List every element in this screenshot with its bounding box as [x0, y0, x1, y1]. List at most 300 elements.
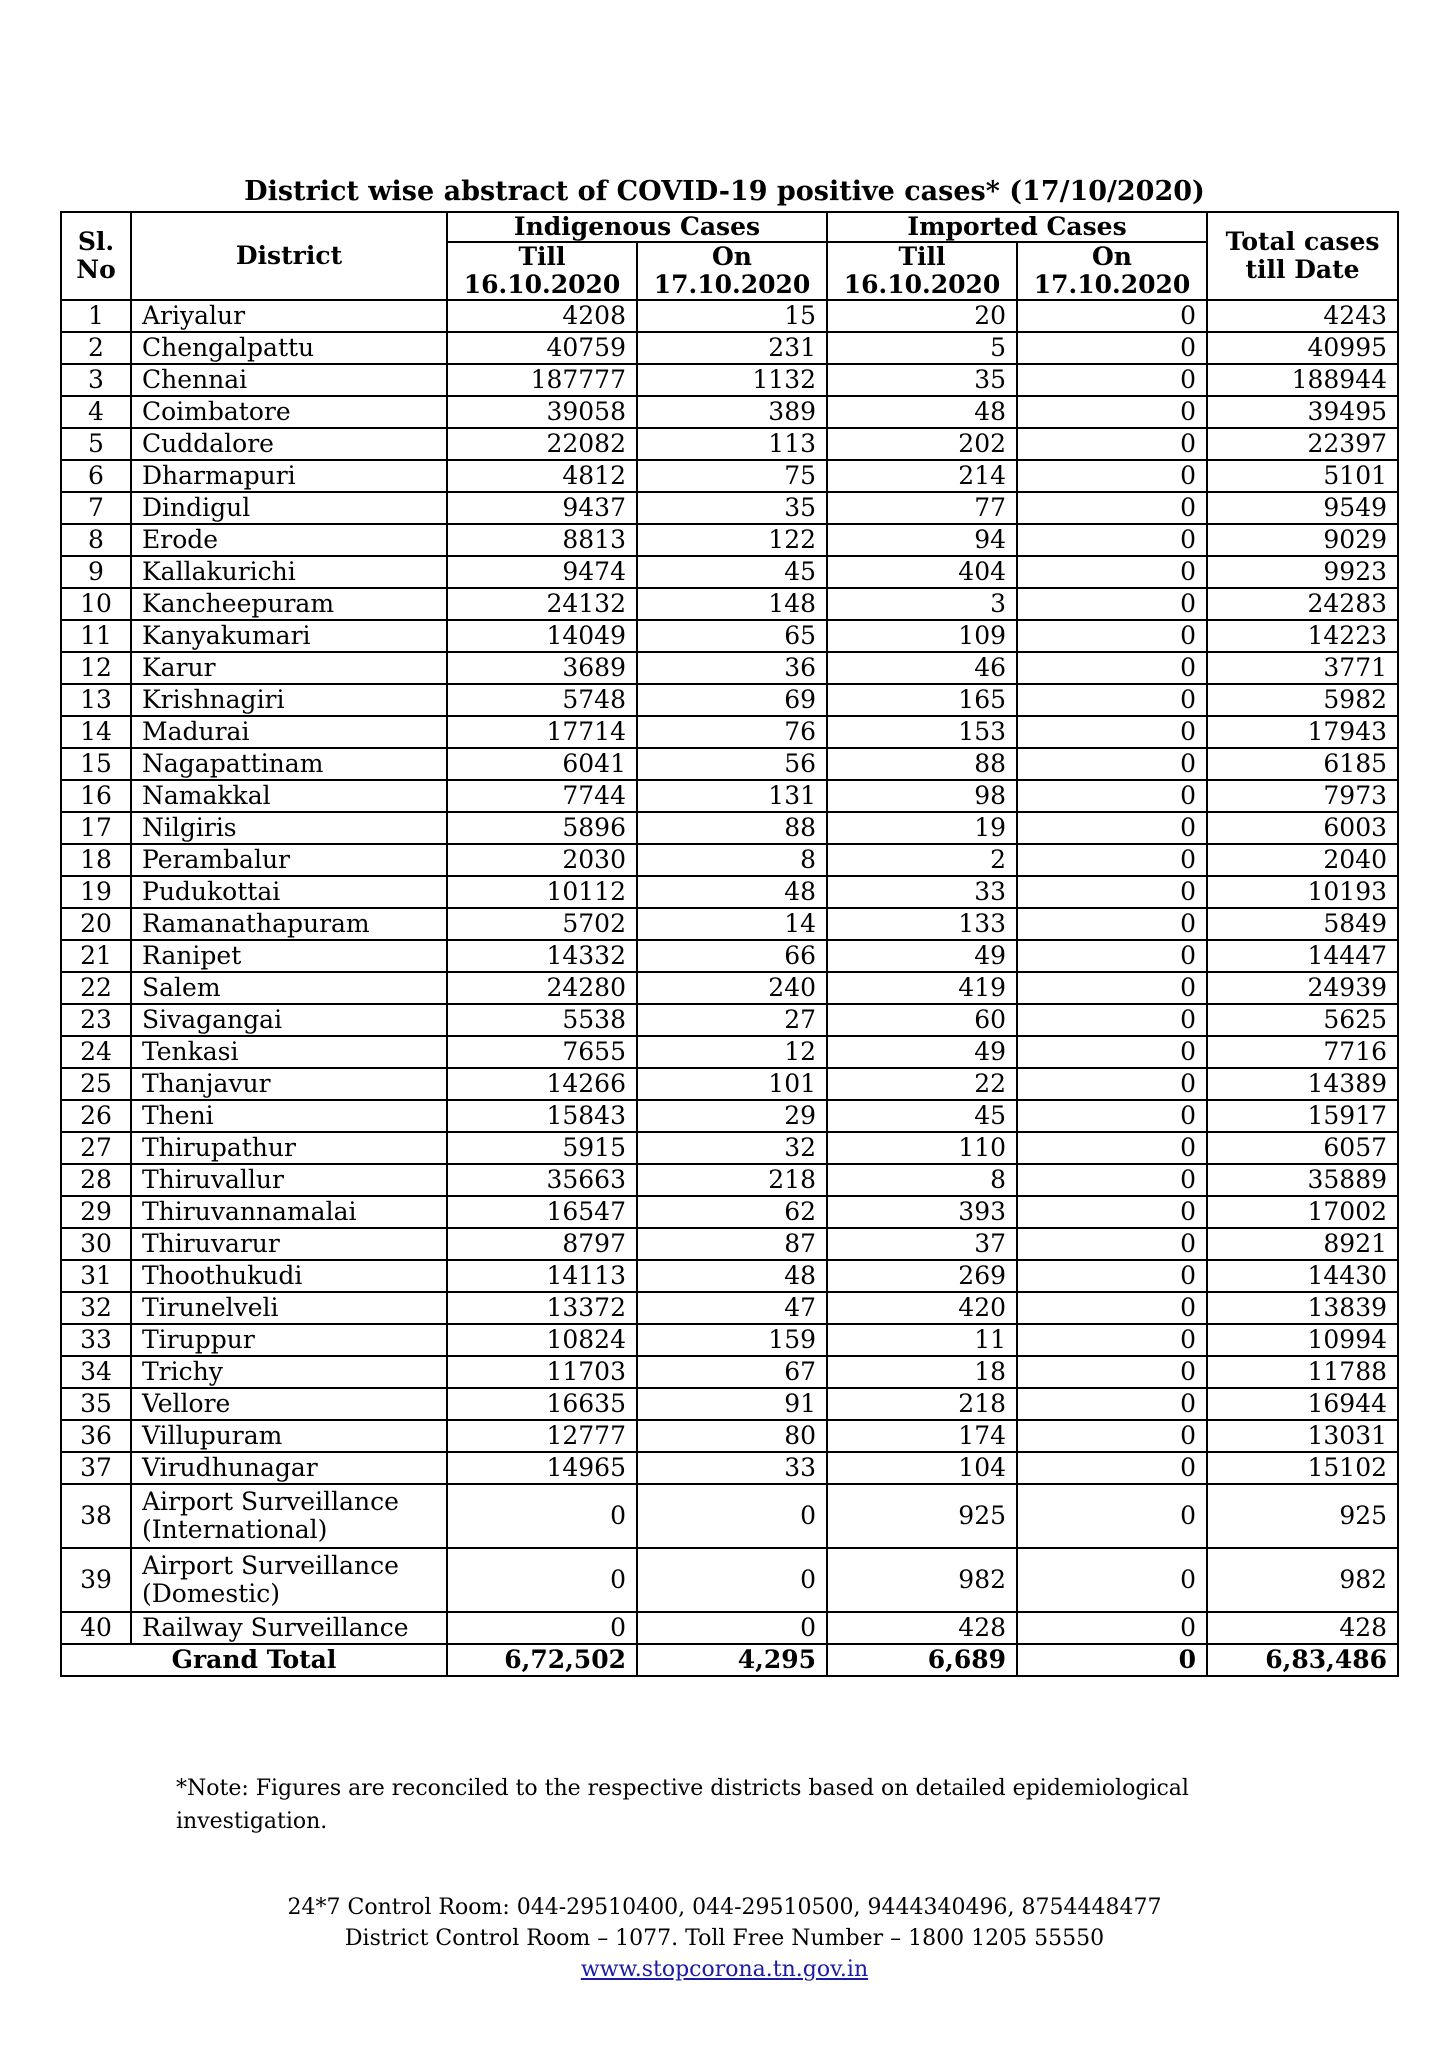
- sl-no-cell: 26: [61, 1100, 131, 1132]
- table-row: [61, 620, 1398, 652]
- sl-no-cell: 11: [61, 620, 131, 652]
- sl-no-cell: 23: [61, 1004, 131, 1036]
- sl-no-cell: 20: [61, 908, 131, 940]
- district-cell: Ariyalur: [131, 300, 447, 332]
- sl-no-cell: 38: [61, 1484, 131, 1548]
- indigenous-till-header: Till: [447, 242, 637, 271]
- total-cell: 5101: [1207, 460, 1398, 492]
- grand-total-imported-till: 6,689: [827, 1644, 1017, 1676]
- indigenous-on-cell: 159: [637, 1324, 827, 1356]
- indigenous-on-cell: 91: [637, 1388, 827, 1420]
- sl-no-cell: 24: [61, 1036, 131, 1068]
- indigenous-on-cell: 101: [637, 1068, 827, 1100]
- imported-on-cell: 0: [1017, 1036, 1207, 1068]
- indigenous-on-cell: 131: [637, 780, 827, 812]
- sl-no-cell: 4: [61, 396, 131, 428]
- sl-no-cell: 10: [61, 588, 131, 620]
- sl-no-cell: 18: [61, 844, 131, 876]
- district-cell: Theni: [131, 1100, 447, 1132]
- imported-on-cell: 0: [1017, 1164, 1207, 1196]
- indigenous-till-cell: 187777: [447, 364, 637, 396]
- indigenous-on-cell: 45: [637, 556, 827, 588]
- indigenous-on-cell: 62: [637, 1196, 827, 1228]
- indigenous-on-cell: 33: [637, 1452, 827, 1484]
- table-row: [61, 780, 1398, 812]
- district-cell: Krishnagiri: [131, 684, 447, 716]
- indigenous-on-cell: 0: [637, 1612, 827, 1644]
- imported-till-cell: 18: [827, 1356, 1017, 1388]
- indigenous-till-cell: 40759: [447, 332, 637, 364]
- table-row: [61, 1196, 1398, 1228]
- indigenous-till-cell: 3689: [447, 652, 637, 684]
- total-cell: 22397: [1207, 428, 1398, 460]
- district-cell: Coimbatore: [131, 396, 447, 428]
- grand-total-imported-on: 0: [1017, 1644, 1207, 1676]
- imported-till-cell: 109: [827, 620, 1017, 652]
- grand-total-indigenous-till: 6,72,502: [447, 1644, 637, 1676]
- indigenous-till-cell: 14965: [447, 1452, 637, 1484]
- district-cell: Trichy: [131, 1356, 447, 1388]
- indigenous-on-cell: 113: [637, 428, 827, 460]
- sl-no-cell: 31: [61, 1260, 131, 1292]
- district-cell: Dindigul: [131, 492, 447, 524]
- imported-till-cell: 77: [827, 492, 1017, 524]
- table-row: [61, 588, 1398, 620]
- table-row: [61, 300, 1398, 332]
- imported-till-cell: 88: [827, 748, 1017, 780]
- district-cell: Railway Surveillance: [131, 1612, 447, 1644]
- sl-no-cell: 32: [61, 1292, 131, 1324]
- grand-total-row: [61, 1644, 1398, 1676]
- indigenous-on-cell: 67: [637, 1356, 827, 1388]
- district-cell: Erode: [131, 524, 447, 556]
- imported-till-cell: 420: [827, 1292, 1017, 1324]
- total-cell: 7973: [1207, 780, 1398, 812]
- table-row: [61, 1356, 1398, 1388]
- imported-till-cell: 3: [827, 588, 1017, 620]
- sl-no-header: Sl. No: [61, 212, 131, 300]
- imported-on-cell: 0: [1017, 876, 1207, 908]
- indigenous-on-cell: 56: [637, 748, 827, 780]
- indigenous-till-cell: 8797: [447, 1228, 637, 1260]
- total-cell: 15917: [1207, 1100, 1398, 1132]
- district-cell: Thiruvarur: [131, 1228, 447, 1260]
- table-row: [61, 1132, 1398, 1164]
- imported-till-cell: 37: [827, 1228, 1017, 1260]
- indigenous-till-cell: 14049: [447, 620, 637, 652]
- total-cell: 10193: [1207, 876, 1398, 908]
- total-cell: 5849: [1207, 908, 1398, 940]
- indigenous-on-cell: 14: [637, 908, 827, 940]
- table-row: [61, 332, 1398, 364]
- imported-on-header: On: [1017, 242, 1207, 271]
- imported-on-cell: 0: [1017, 556, 1207, 588]
- indigenous-on-cell: 0: [637, 1548, 827, 1612]
- imported-till-cell: 165: [827, 684, 1017, 716]
- district-cell: Airport Surveillance (Domestic): [131, 1548, 447, 1612]
- imported-on-cell: 0: [1017, 1292, 1207, 1324]
- indigenous-till-cell: 0: [447, 1484, 637, 1548]
- total-cell: 9923: [1207, 556, 1398, 588]
- table-row: [61, 1164, 1398, 1196]
- imported-on-date: 17.10.2020: [1017, 271, 1207, 300]
- imported-till-cell: 98: [827, 780, 1017, 812]
- table-row: [61, 1260, 1398, 1292]
- indigenous-till-cell: 5748: [447, 684, 637, 716]
- indigenous-till-cell: 7744: [447, 780, 637, 812]
- indigenous-on-cell: 88: [637, 812, 827, 844]
- imported-till-cell: 404: [827, 556, 1017, 588]
- indigenous-till-cell: 0: [447, 1612, 637, 1644]
- sl-no-cell: 16: [61, 780, 131, 812]
- imported-till-cell: 45: [827, 1100, 1017, 1132]
- imported-on-cell: 0: [1017, 1452, 1207, 1484]
- imported-on-cell: 0: [1017, 1068, 1207, 1100]
- table-row: [61, 556, 1398, 588]
- sl-no-cell: 39: [61, 1548, 131, 1612]
- indigenous-on-cell: 122: [637, 524, 827, 556]
- imported-on-cell: 0: [1017, 716, 1207, 748]
- indigenous-on-cell: 231: [637, 332, 827, 364]
- sl-no-cell: 35: [61, 1388, 131, 1420]
- district-cell: Thiruvannamalai: [131, 1196, 447, 1228]
- sl-no-cell: 13: [61, 684, 131, 716]
- imported-till-cell: 174: [827, 1420, 1017, 1452]
- table-header: [61, 212, 1398, 300]
- district-cell: Thanjavur: [131, 1068, 447, 1100]
- indigenous-on-cell: 389: [637, 396, 827, 428]
- indigenous-on-cell: 15: [637, 300, 827, 332]
- table-row: [61, 428, 1398, 460]
- table-row: [61, 684, 1398, 716]
- sl-no-cell: 40: [61, 1612, 131, 1644]
- table-row: [61, 1612, 1398, 1644]
- table-row: [61, 652, 1398, 684]
- district-cell: Namakkal: [131, 780, 447, 812]
- total-cell: 3771: [1207, 652, 1398, 684]
- indigenous-till-cell: 7655: [447, 1036, 637, 1068]
- sl-no-cell: 1: [61, 300, 131, 332]
- imported-on-cell: 0: [1017, 748, 1207, 780]
- imported-till-cell: 419: [827, 972, 1017, 1004]
- indigenous-cases-header: Indigenous Cases: [447, 212, 827, 242]
- table-row: [61, 524, 1398, 556]
- imported-on-cell: 0: [1017, 1356, 1207, 1388]
- sl-no-cell: 17: [61, 812, 131, 844]
- indigenous-till-cell: 10824: [447, 1324, 637, 1356]
- total-cell: 8921: [1207, 1228, 1398, 1260]
- total-cell: 15102: [1207, 1452, 1398, 1484]
- district-cell: Sivagangai: [131, 1004, 447, 1036]
- imported-on-cell: 0: [1017, 1260, 1207, 1292]
- total-cell: 5982: [1207, 684, 1398, 716]
- indigenous-on-cell: 87: [637, 1228, 827, 1260]
- contact-footer: [0, 1892, 1449, 1985]
- indigenous-till-cell: 14332: [447, 940, 637, 972]
- imported-till-cell: 269: [827, 1260, 1017, 1292]
- sl-no-cell: 34: [61, 1356, 131, 1388]
- sl-no-cell: 12: [61, 652, 131, 684]
- sl-no-cell: 27: [61, 1132, 131, 1164]
- imported-till-date: 16.10.2020: [827, 271, 1017, 300]
- indigenous-till-cell: 4812: [447, 460, 637, 492]
- district-cell: Ranipet: [131, 940, 447, 972]
- indigenous-on-cell: 47: [637, 1292, 827, 1324]
- indigenous-till-cell: 12777: [447, 1420, 637, 1452]
- indigenous-till-cell: 16635: [447, 1388, 637, 1420]
- district-cell: Pudukottai: [131, 876, 447, 908]
- indigenous-till-cell: 4208: [447, 300, 637, 332]
- imported-on-cell: 0: [1017, 300, 1207, 332]
- total-cell: 14389: [1207, 1068, 1398, 1100]
- table-row: [61, 812, 1398, 844]
- indigenous-on-cell: 48: [637, 1260, 827, 1292]
- imported-on-cell: 0: [1017, 1196, 1207, 1228]
- imported-on-cell: 0: [1017, 780, 1207, 812]
- total-cell: 24283: [1207, 588, 1398, 620]
- imported-on-cell: 0: [1017, 460, 1207, 492]
- total-cell: 925: [1207, 1484, 1398, 1548]
- total-cell: 9029: [1207, 524, 1398, 556]
- district-cell: Kancheepuram: [131, 588, 447, 620]
- indigenous-on-cell: 0: [637, 1484, 827, 1548]
- indigenous-till-cell: 22082: [447, 428, 637, 460]
- indigenous-till-cell: 5915: [447, 1132, 637, 1164]
- imported-on-cell: 0: [1017, 332, 1207, 364]
- indigenous-till-cell: 6041: [447, 748, 637, 780]
- imported-till-cell: 153: [827, 716, 1017, 748]
- control-room-line: 24*7 Control Room: 044-29510400, 044-29510500, 9444340496, 8754448477: [287, 1895, 1162, 1920]
- district-cell: Tiruppur: [131, 1324, 447, 1356]
- district-cell: Madurai: [131, 716, 447, 748]
- table-row: [61, 844, 1398, 876]
- indigenous-on-cell: 29: [637, 1100, 827, 1132]
- indigenous-till-cell: 5896: [447, 812, 637, 844]
- total-cell: 982: [1207, 1548, 1398, 1612]
- imported-on-cell: 0: [1017, 364, 1207, 396]
- district-cell: Karur: [131, 652, 447, 684]
- footnote: *Note: Figures are reconciled to the respective districts based on detailed epidemiological investigation.: [176, 1776, 1189, 1834]
- total-cell: 5625: [1207, 1004, 1398, 1036]
- total-cell: 2040: [1207, 844, 1398, 876]
- indigenous-till-cell: 17714: [447, 716, 637, 748]
- imported-on-cell: 0: [1017, 908, 1207, 940]
- sl-no-cell: 36: [61, 1420, 131, 1452]
- total-cell: 14223: [1207, 620, 1398, 652]
- district-cell: Thoothukudi: [131, 1260, 447, 1292]
- district-cell: Chennai: [131, 364, 447, 396]
- sl-no-cell: 30: [61, 1228, 131, 1260]
- indigenous-on-cell: 36: [637, 652, 827, 684]
- district-cell: Thirupathur: [131, 1132, 447, 1164]
- total-cell: 188944: [1207, 364, 1398, 396]
- district-cell: Virudhunagar: [131, 1452, 447, 1484]
- indigenous-till-cell: 35663: [447, 1164, 637, 1196]
- indigenous-till-cell: 14113: [447, 1260, 637, 1292]
- sl-no-cell: 6: [61, 460, 131, 492]
- district-cell: Tenkasi: [131, 1036, 447, 1068]
- indigenous-till-cell: 15843: [447, 1100, 637, 1132]
- indigenous-on-cell: 76: [637, 716, 827, 748]
- imported-till-cell: 104: [827, 1452, 1017, 1484]
- imported-on-cell: 0: [1017, 1324, 1207, 1356]
- total-cell: 14430: [1207, 1260, 1398, 1292]
- imported-on-cell: 0: [1017, 1484, 1207, 1548]
- imported-till-header: Till: [827, 242, 1017, 271]
- total-cell: 24939: [1207, 972, 1398, 1004]
- imported-on-cell: 0: [1017, 428, 1207, 460]
- indigenous-till-cell: 16547: [447, 1196, 637, 1228]
- indigenous-till-cell: 11703: [447, 1356, 637, 1388]
- imported-on-cell: 0: [1017, 620, 1207, 652]
- imported-till-cell: 982: [827, 1548, 1017, 1612]
- indigenous-till-cell: 24280: [447, 972, 637, 1004]
- district-cell: Nilgiris: [131, 812, 447, 844]
- sl-no-cell: 25: [61, 1068, 131, 1100]
- district-cell: Airport Surveillance (International): [131, 1484, 447, 1548]
- total-cell: 6003: [1207, 812, 1398, 844]
- indigenous-till-cell: 2030: [447, 844, 637, 876]
- sl-no-cell: 7: [61, 492, 131, 524]
- indigenous-till-cell: 0: [447, 1548, 637, 1612]
- total-cell: 7716: [1207, 1036, 1398, 1068]
- imported-on-cell: 0: [1017, 812, 1207, 844]
- imported-till-cell: 46: [827, 652, 1017, 684]
- imported-on-cell: 0: [1017, 1228, 1207, 1260]
- imported-till-cell: 2: [827, 844, 1017, 876]
- district-cell: Perambalur: [131, 844, 447, 876]
- district-control-line: District Control Room – 1077. Toll Free Number – 1800 1205 55550: [344, 1926, 1105, 1951]
- total-cell: 17002: [1207, 1196, 1398, 1228]
- sl-no-cell: 28: [61, 1164, 131, 1196]
- sl-no-cell: 19: [61, 876, 131, 908]
- table-row: [61, 492, 1398, 524]
- indigenous-till-cell: 9437: [447, 492, 637, 524]
- imported-on-cell: 0: [1017, 1612, 1207, 1644]
- indigenous-till-cell: 8813: [447, 524, 637, 556]
- indigenous-on-date: 17.10.2020: [637, 271, 827, 300]
- imported-till-cell: 35: [827, 364, 1017, 396]
- district-cell: Ramanathapuram: [131, 908, 447, 940]
- sl-no-cell: 15: [61, 748, 131, 780]
- district-cell: Tirunelveli: [131, 1292, 447, 1324]
- table-row: [61, 1324, 1398, 1356]
- imported-on-cell: 0: [1017, 524, 1207, 556]
- imported-till-cell: 133: [827, 908, 1017, 940]
- table-body: [61, 300, 1398, 1644]
- imported-till-cell: 48: [827, 396, 1017, 428]
- imported-till-cell: 8: [827, 1164, 1017, 1196]
- indigenous-on-cell: 65: [637, 620, 827, 652]
- imported-till-cell: 11: [827, 1324, 1017, 1356]
- table-row: [61, 876, 1398, 908]
- indigenous-till-cell: 5702: [447, 908, 637, 940]
- indigenous-till-cell: 13372: [447, 1292, 637, 1324]
- district-cell: Dharmapuri: [131, 460, 447, 492]
- sl-no-cell: 33: [61, 1324, 131, 1356]
- indigenous-on-cell: 75: [637, 460, 827, 492]
- total-cell: 428: [1207, 1612, 1398, 1644]
- indigenous-on-cell: 148: [637, 588, 827, 620]
- imported-on-cell: 0: [1017, 492, 1207, 524]
- table-row: [61, 1036, 1398, 1068]
- grand-total-indigenous-on: 4,295: [637, 1644, 827, 1676]
- total-cell: 17943: [1207, 716, 1398, 748]
- table-row: [61, 1420, 1398, 1452]
- indigenous-till-cell: 10112: [447, 876, 637, 908]
- total-cell: 4243: [1207, 300, 1398, 332]
- table-row: [61, 1228, 1398, 1260]
- imported-on-cell: 0: [1017, 684, 1207, 716]
- district-cell: Cuddalore: [131, 428, 447, 460]
- imported-on-cell: 0: [1017, 972, 1207, 1004]
- table-row: [61, 716, 1398, 748]
- imported-till-cell: 5: [827, 332, 1017, 364]
- indigenous-till-cell: 5538: [447, 1004, 637, 1036]
- total-cell: 35889: [1207, 1164, 1398, 1196]
- sl-no-cell: 5: [61, 428, 131, 460]
- table-row: [61, 1452, 1398, 1484]
- indigenous-on-cell: 8: [637, 844, 827, 876]
- imported-till-cell: 60: [827, 1004, 1017, 1036]
- indigenous-till-cell: 9474: [447, 556, 637, 588]
- sl-no-cell: 29: [61, 1196, 131, 1228]
- district-cell: Kanyakumari: [131, 620, 447, 652]
- table-row: [61, 1068, 1398, 1100]
- indigenous-on-cell: 32: [637, 1132, 827, 1164]
- total-cell: 13031: [1207, 1420, 1398, 1452]
- indigenous-on-cell: 27: [637, 1004, 827, 1036]
- total-cell: 40995: [1207, 332, 1398, 364]
- table-row: [61, 972, 1398, 1004]
- total-cell: 14447: [1207, 940, 1398, 972]
- imported-cases-header: Imported Cases: [827, 212, 1207, 242]
- imported-on-cell: 0: [1017, 1548, 1207, 1612]
- imported-till-cell: 202: [827, 428, 1017, 460]
- indigenous-on-cell: 69: [637, 684, 827, 716]
- table-row: [61, 748, 1398, 780]
- imported-till-cell: 49: [827, 1036, 1017, 1068]
- district-cell: Salem: [131, 972, 447, 1004]
- indigenous-on-cell: 66: [637, 940, 827, 972]
- district-cell: Chengalpattu: [131, 332, 447, 364]
- indigenous-till-cell: 14266: [447, 1068, 637, 1100]
- imported-till-cell: 110: [827, 1132, 1017, 1164]
- total-cell: 16944: [1207, 1388, 1398, 1420]
- indigenous-till-cell: 24132: [447, 588, 637, 620]
- table-row: [61, 940, 1398, 972]
- total-cases-header: Total cases till Date: [1207, 212, 1398, 300]
- total-cell: 11788: [1207, 1356, 1398, 1388]
- indigenous-on-cell: 12: [637, 1036, 827, 1068]
- indigenous-till-date: 16.10.2020: [447, 271, 637, 300]
- district-header: District: [131, 212, 447, 300]
- imported-on-cell: 0: [1017, 1004, 1207, 1036]
- total-cell: 13839: [1207, 1292, 1398, 1324]
- imported-till-cell: 428: [827, 1612, 1017, 1644]
- table-row: [61, 1292, 1398, 1324]
- imported-on-cell: 0: [1017, 940, 1207, 972]
- table-row: [61, 908, 1398, 940]
- sl-no-cell: 9: [61, 556, 131, 588]
- imported-till-cell: 94: [827, 524, 1017, 556]
- imported-till-cell: 49: [827, 940, 1017, 972]
- covid-district-table: [60, 211, 1399, 1677]
- total-cell: 10994: [1207, 1324, 1398, 1356]
- website-link[interactable]: www.stopcorona.tn.gov.in: [580, 1957, 869, 1982]
- imported-on-cell: 0: [1017, 1132, 1207, 1164]
- table-row: [61, 460, 1398, 492]
